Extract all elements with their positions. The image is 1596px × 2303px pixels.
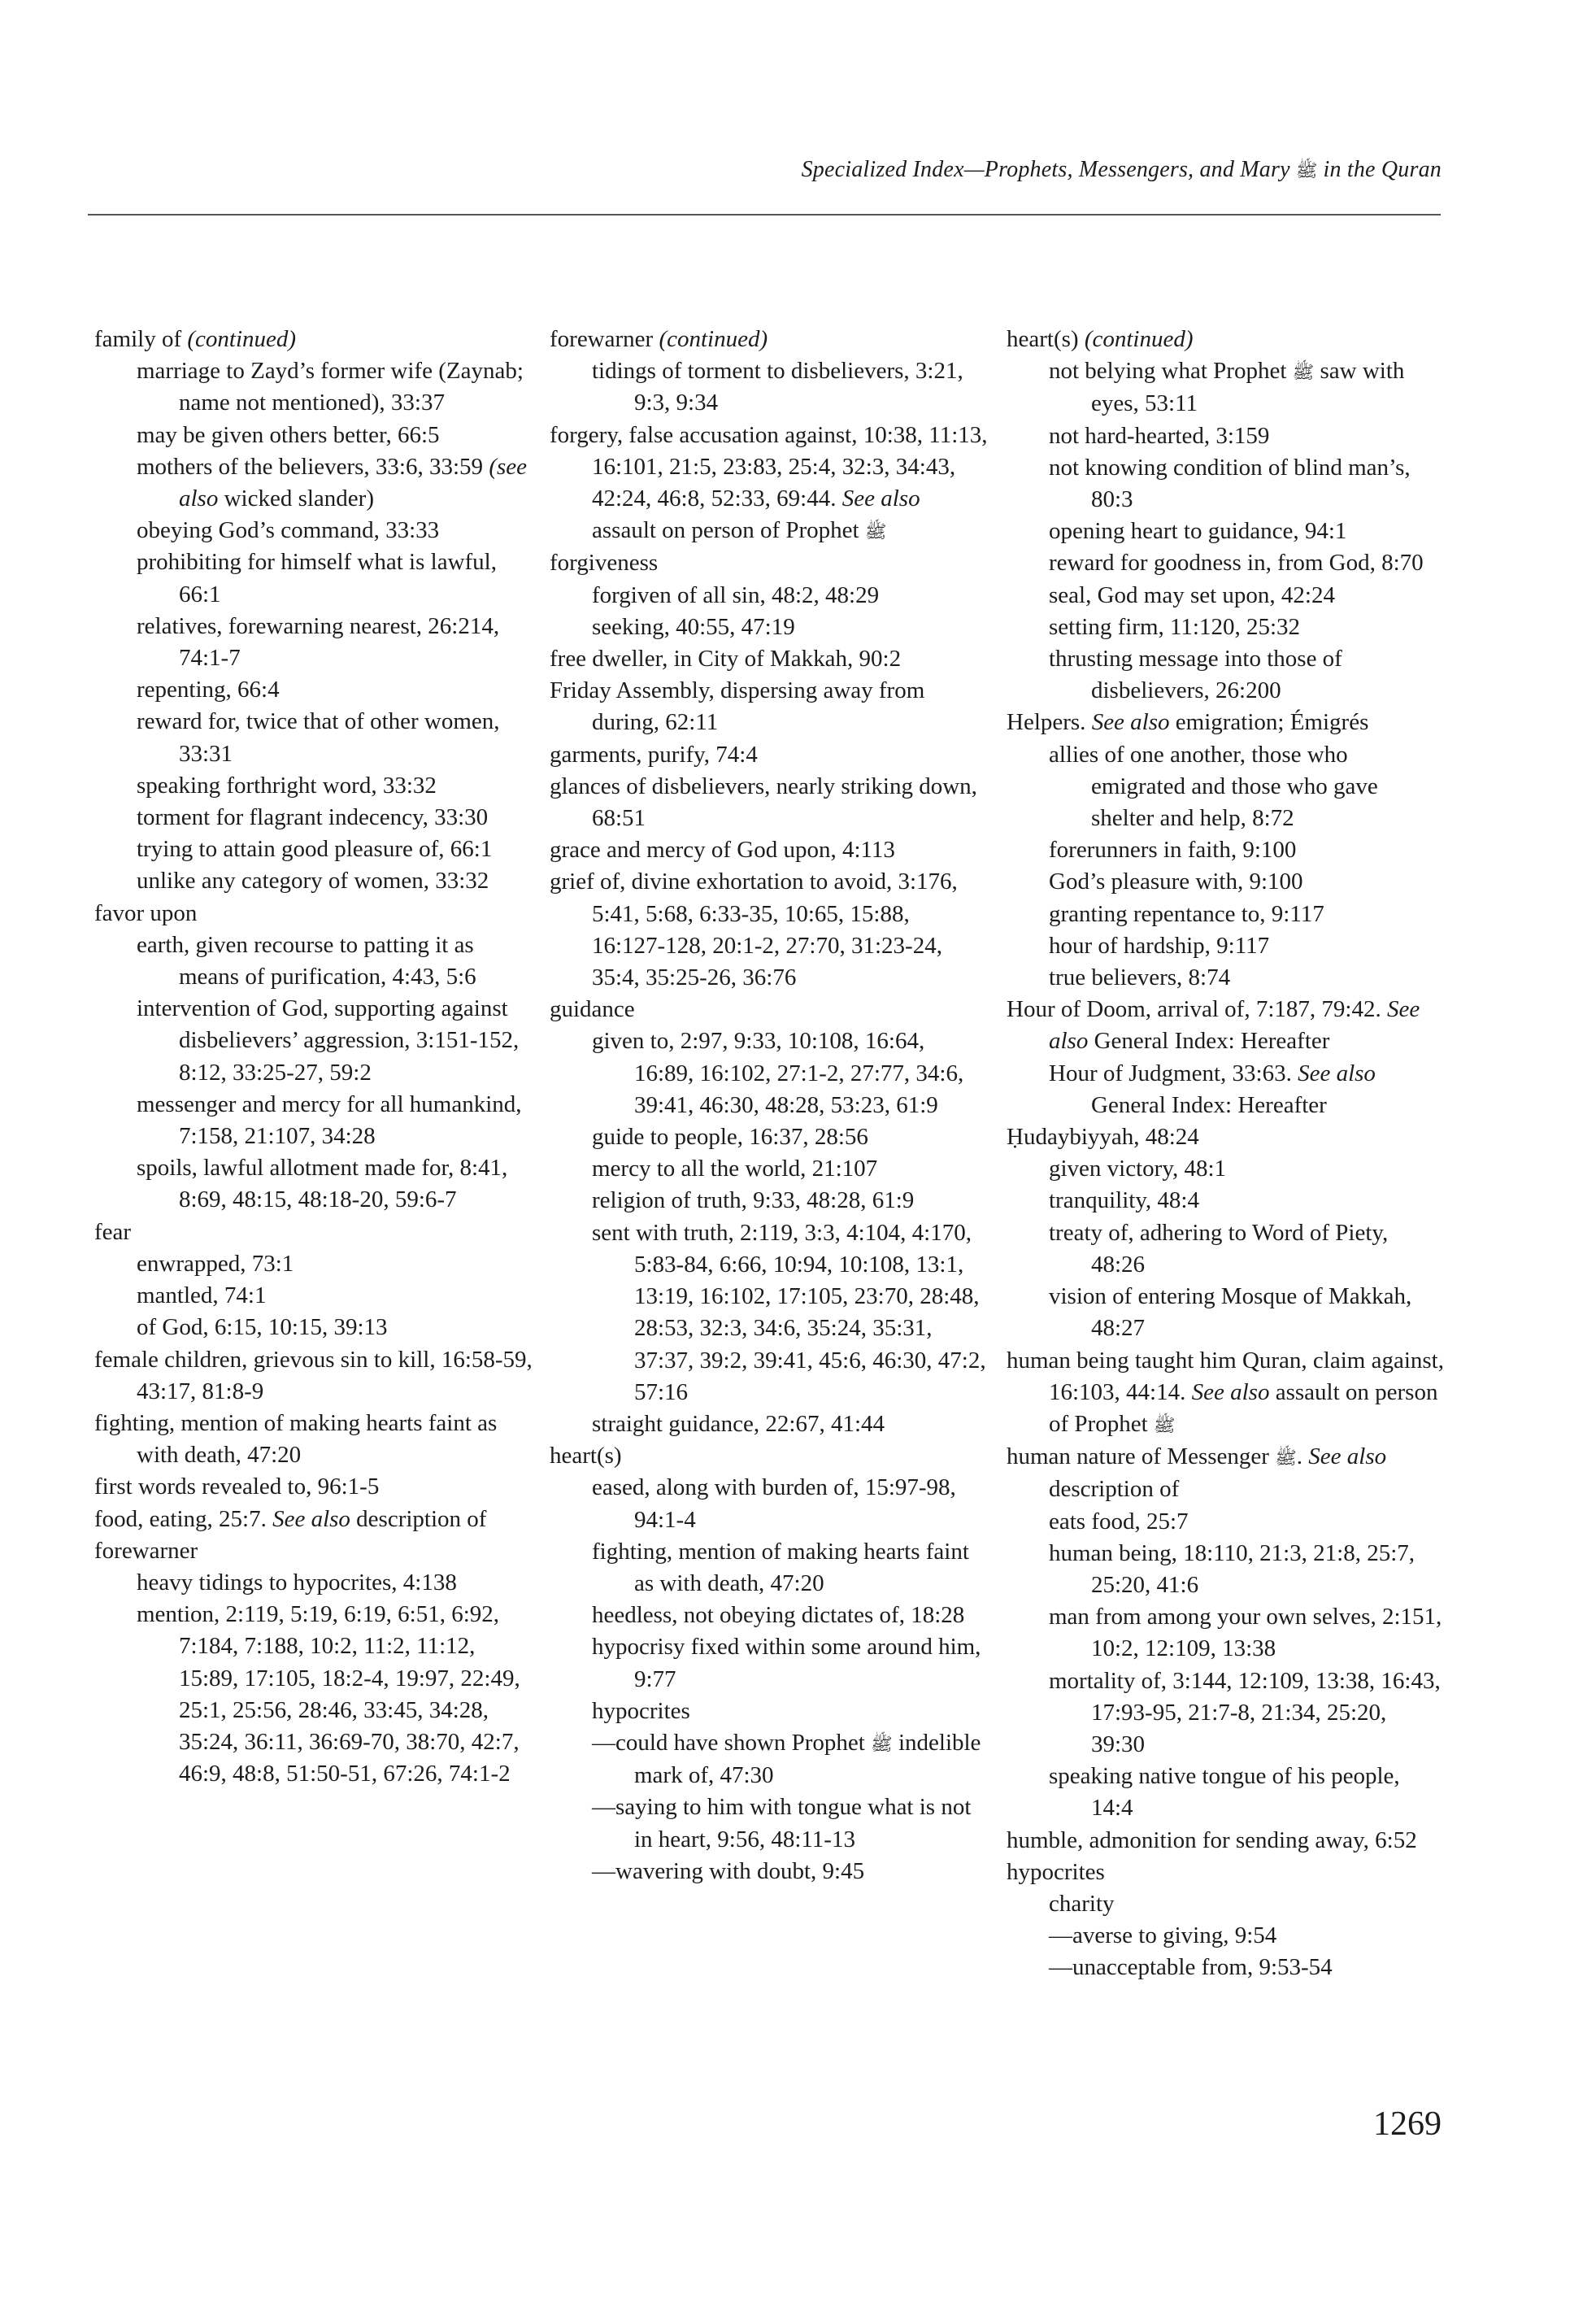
entry-text: enwrapped, 73:1 — [137, 1250, 294, 1277]
index-column-2 — [550, 324, 989, 1887]
index-subentry — [1049, 452, 1446, 516]
entry-text: emigration; Émigrés — [1169, 709, 1369, 736]
entry-text: mantled, 74:1 — [137, 1282, 267, 1309]
index-subentry — [1049, 547, 1446, 579]
honorific-glyph: ﷺ — [1275, 1448, 1297, 1469]
entry-text: eats food, 25:7 — [1049, 1508, 1189, 1535]
entry-text: mercy to all the world, 21:107 — [592, 1156, 878, 1182]
entry-text: Ḥudaybiyyah, 48:24 — [1007, 1124, 1199, 1151]
index-subentry — [592, 580, 989, 612]
entry-text: trying to attain good pleasure of, 66:1 — [137, 836, 493, 863]
index-subentry — [137, 993, 533, 1089]
index-entry — [94, 898, 533, 929]
entry-text: grief of, divine exhortation to avoid, 3:176, 5:41, 5:68, 6:33-35, 10:65, 15:88, 16:127-128, 20:1-2, 27:70, 31:23-24, 35:4, 35:25-26, 36:76 — [550, 869, 958, 991]
index-entry — [1007, 707, 1446, 738]
entry-text: speaking native tongue of his people, 14:4 — [1049, 1763, 1400, 1822]
index-subentry — [592, 355, 989, 419]
index-subentry — [137, 355, 533, 419]
index-entry — [550, 994, 989, 1025]
index-subentry — [1049, 355, 1446, 420]
index-subentry — [592, 1025, 989, 1121]
entry-text: allies of one another, those who emigrated and those who gave shelter and help, 8:72 — [1049, 741, 1378, 832]
entry-text: speaking forthright word, 33:32 — [137, 772, 437, 799]
entry-text: true believers, 8:74 — [1049, 964, 1231, 991]
index-subentry — [1049, 962, 1446, 994]
entry-text: given victory, 48:1 — [1049, 1156, 1226, 1182]
index-subentry — [1049, 930, 1446, 962]
italic-text: See also — [1298, 1060, 1376, 1086]
entry-text: saw with eyes, 53:11 — [1091, 358, 1405, 417]
entry-text: relatives, forewarning nearest, 26:214, 74:1-7 — [137, 612, 500, 672]
index-entry — [550, 643, 989, 675]
entry-text: free dweller, in City of Makkah, 90:2 — [550, 646, 902, 673]
entry-text: unlike any category of women, 33:32 — [137, 868, 489, 895]
index-subentry — [137, 420, 533, 451]
entry-text: charity — [1049, 1890, 1115, 1917]
entry-text: wicked slander) — [218, 485, 374, 512]
honorific-glyph: ﷺ — [864, 521, 887, 542]
index-subentry — [137, 802, 533, 834]
entry-text: not hard-hearted, 3:159 — [1049, 422, 1270, 449]
entry-text: mothers of the believers, 33:6, 33:59 — [137, 453, 489, 480]
entry-text: religion of truth, 9:33, 48:28, 61:9 — [592, 1187, 915, 1214]
index-subentry — [1049, 580, 1446, 612]
index-subentry — [1049, 1920, 1446, 1952]
entry-text: guidance — [550, 996, 635, 1023]
entry-text: —saying to him with tongue what is not in heart, 9:56, 48:11-13 — [592, 1794, 972, 1852]
index-entry — [550, 834, 989, 866]
index-entry — [94, 1344, 533, 1408]
entry-text: of God, 6:15, 10:15, 39:13 — [137, 1314, 388, 1341]
index-entry — [94, 1408, 533, 1471]
index-subentry — [1049, 834, 1446, 866]
entry-text: messenger and mercy for all humankind, 7:158, 21:107, 34:28 — [137, 1091, 522, 1150]
header-rule — [88, 214, 1441, 215]
entry-text: seeking, 40:55, 47:19 — [592, 613, 795, 640]
entry-text: human nature of Messenger — [1007, 1443, 1276, 1470]
honorific-glyph: ﷺ — [1153, 1414, 1176, 1435]
index-subentry — [592, 1856, 989, 1887]
entry-text: fighting, mention of making hearts faint as with death, 47:20 — [592, 1538, 969, 1596]
entry-text: first words revealed to, 96:1-5 — [94, 1474, 380, 1500]
index-entry — [550, 739, 989, 771]
italic-text: (see also — [179, 453, 527, 512]
running-head — [802, 157, 1442, 185]
index-subentry — [137, 515, 533, 546]
entry-text: —wavering with doubt, 9:45 — [592, 1857, 865, 1884]
italic-text: See also — [1308, 1443, 1387, 1470]
index-subentry — [1049, 866, 1446, 898]
entry-text: straight guidance, 22:67, 41:44 — [592, 1410, 885, 1437]
entry-text: heart(s) — [550, 1443, 622, 1469]
index-subentry — [137, 706, 533, 769]
entry-text: Hour of Judgment, 33:63. — [1049, 1060, 1298, 1086]
index-subentry — [137, 865, 533, 897]
index-entry — [1007, 1121, 1446, 1153]
index-subentry — [1049, 1506, 1446, 1538]
entry-text: eased, along with burden of, 15:97-98, 94:1-4 — [592, 1474, 956, 1533]
entry-text: glances of disbelievers, nearly striking down, 68:51 — [550, 773, 977, 832]
index-subentry — [1049, 643, 1446, 707]
entry-text: sent with truth, 2:119, 3:3, 4:104, 4:170, 5:83-84, 6:66, 10:94, 10:108, 13:1, 13:19, 16:102, 17:105, 23:70, 28:48, 28:53, 32:3, 34:6, 35:24, 35:31, 37:37, 39:2, 39:41, 45:6, 46:30, 47:2, 57:16 — [592, 1219, 986, 1405]
italic-text: See also — [1191, 1378, 1270, 1405]
entry-text: assault on person of Prophet — [592, 517, 865, 544]
index-subentry — [1049, 516, 1446, 547]
entry-text: opening heart to guidance, 94:1 — [1049, 518, 1347, 545]
entry-text: human being, 18:110, 21:3, 21:8, 25:7, 25:20, 41:6 — [1049, 1539, 1416, 1598]
entry-text: not knowing condition of blind man’s, 80:3 — [1049, 454, 1411, 513]
entry-text: fighting, mention of making hearts faint as with death, 47:20 — [94, 1409, 498, 1469]
entry-text: not belying what Prophet — [1049, 358, 1293, 385]
italic-text: See also — [1049, 996, 1420, 1055]
index-subentry — [592, 1791, 989, 1855]
index-subentry — [137, 546, 533, 610]
index-subentry — [1049, 1761, 1446, 1824]
entry-text: vision of entering Mosque of Makkah, 48:27 — [1049, 1283, 1412, 1342]
entry-text: hypocrites — [1007, 1858, 1105, 1885]
index-subentry — [137, 1280, 533, 1312]
entry-text: heavy tidings to hypocrites, 4:138 — [137, 1569, 457, 1596]
entry-text: prohibiting for himself what is lawful, 66:1 — [137, 549, 497, 607]
entry-text: seal, God may set upon, 42:24 — [1049, 581, 1335, 608]
entry-text: hypocrisy fixed within some around him, 9:77 — [592, 1634, 981, 1692]
index-subentry — [592, 1727, 989, 1791]
entry-text: —unacceptable from, 9:53-54 — [1049, 1954, 1333, 1981]
running-title: Specialized Index—Prophets, Messengers, and Mary — [801, 157, 1290, 182]
index-entry — [550, 420, 989, 548]
index-entry — [94, 1504, 533, 1535]
entry-text: favor upon — [94, 899, 198, 926]
index-subentry — [137, 611, 533, 674]
index-column-3 — [1007, 324, 1446, 1984]
index-subentry — [592, 1217, 989, 1408]
index-subentry — [1049, 1665, 1446, 1761]
entry-text: granting repentance to, 9:117 — [1049, 900, 1324, 927]
index-subentry — [1049, 1952, 1446, 1983]
italic-text: (continued) — [659, 326, 768, 352]
entry-text: description of — [1049, 1476, 1180, 1503]
index-entry — [1007, 1345, 1446, 1442]
index-subentry — [1049, 1538, 1446, 1601]
index-entry — [94, 1471, 533, 1503]
entry-text: tranquility, 48:4 — [1049, 1187, 1199, 1214]
index-entry — [550, 547, 989, 579]
entry-text: forgiveness — [550, 550, 659, 577]
entry-text: indelible mark of, 47:30 — [634, 1729, 981, 1789]
entry-text: God’s pleasure with, 9:100 — [1049, 869, 1303, 895]
entry-text: repenting, 66:4 — [137, 677, 280, 703]
index-subentry — [592, 1631, 989, 1695]
index-subentry — [1049, 899, 1446, 930]
entry-text: family of — [94, 326, 188, 352]
index-subentry — [1049, 1601, 1446, 1665]
index-entry — [550, 866, 989, 994]
entry-text: —averse to giving, 9:54 — [1049, 1922, 1277, 1949]
index-subentry — [137, 1248, 533, 1280]
entry-text: man from among your own selves, 2:151, 10:2, 12:109, 13:38 — [1049, 1604, 1442, 1662]
index-subentry — [592, 1121, 989, 1153]
entry-text: reward for, twice that of other women, 33:31 — [137, 708, 500, 767]
entry-text: —could have shown Prophet — [592, 1729, 872, 1756]
entry-text: . — [1296, 1443, 1309, 1470]
entry-text: human being taught him Quran, claim against, 16:103, 44:14. — [1007, 1347, 1444, 1405]
index-entry — [1007, 994, 1446, 1057]
entry-text: heart(s) — [1007, 326, 1085, 352]
running-title-suffix: in the Quran — [1323, 157, 1442, 182]
honorific-glyph: ﷺ — [1292, 362, 1315, 383]
entry-text: hypocrites — [592, 1697, 690, 1724]
index-entry — [1007, 1857, 1446, 1888]
entry-text: setting firm, 11:120, 25:32 — [1049, 613, 1301, 640]
entry-text: treaty of, adhering to Word of Piety, 48:26 — [1049, 1219, 1389, 1278]
italic-text: See also — [841, 485, 920, 512]
entry-text: marriage to Zayd’s former wife (Zaynab; name not mentioned), 33:37 — [137, 358, 524, 416]
index-subentry — [592, 1600, 989, 1631]
entry-text: forewarner — [94, 1537, 198, 1564]
index-entry — [1007, 1441, 1446, 1505]
index-subentry — [592, 1153, 989, 1185]
index-subentry — [1049, 1153, 1446, 1185]
entry-text: Friday Assembly, dispersing away from during, 62:11 — [550, 677, 925, 736]
entry-text: may be given others better, 66:5 — [137, 421, 440, 448]
entry-text: forgiven of all sin, 48:2, 48:29 — [592, 581, 880, 608]
index-subentry — [592, 1408, 989, 1440]
index-subentry — [1049, 1185, 1446, 1217]
index-subentry — [1049, 1281, 1446, 1344]
entry-text: forewarner — [550, 326, 659, 352]
index-subentry — [592, 1185, 989, 1217]
honorific-glyph: ﷺ — [871, 1733, 893, 1754]
italic-text: (continued) — [1084, 326, 1194, 352]
index-entry — [1007, 1825, 1446, 1857]
index-subentry — [137, 929, 533, 993]
entry-text: description of — [350, 1505, 487, 1532]
entry-text: earth, given recourse to patting it as means of purification, 4:43, 5:6 — [137, 931, 476, 990]
entry-text: obeying God’s command, 33:33 — [137, 517, 440, 544]
entry-text: mortality of, 3:144, 12:109, 13:38, 16:43, 17:93-95, 21:7-8, 21:34, 25:20, 39:30 — [1049, 1667, 1441, 1757]
entry-text: food, eating, 25:7. — [94, 1505, 273, 1532]
entry-text: fear — [94, 1218, 132, 1245]
entry-text: tidings of torment to disbelievers, 3:21, 9:3, 9:34 — [592, 358, 963, 416]
index-subentry — [137, 674, 533, 706]
index-subentry — [1049, 1058, 1446, 1121]
index-entry — [94, 1535, 533, 1567]
index-subentry — [1049, 1217, 1446, 1281]
index-subentry — [1049, 739, 1446, 835]
entry-text: forgery, false accusation against, 10:38, 11:13, 16:101, 21:5, 23:83, 25:4, 32:3, 34:43, 42:24, 46:8, 52:33, 69:44. — [550, 421, 988, 512]
index-subentry — [137, 1152, 533, 1216]
index-subentry — [137, 834, 533, 865]
index-entry — [1007, 324, 1446, 355]
italic-text: See also — [1091, 709, 1170, 736]
entry-text: guide to people, 16:37, 28:56 — [592, 1124, 868, 1151]
index-entry — [550, 771, 989, 834]
index-entry — [94, 324, 533, 355]
page-number: 1269 — [1373, 2105, 1442, 2143]
index-subentry — [592, 612, 989, 643]
italic-text: See also — [272, 1505, 350, 1532]
entry-text: female children, grievous sin to kill, 16:58-59, 43:17, 81:8-9 — [94, 1346, 533, 1404]
italic-text: (continued) — [187, 326, 297, 352]
index-subentry — [137, 1089, 533, 1152]
index-subentry — [137, 1312, 533, 1343]
entry-text: hour of hardship, 9:117 — [1049, 932, 1270, 959]
index-subentry — [1049, 420, 1446, 452]
entry-text: thrusting message into those of disbelievers, 26:200 — [1049, 646, 1342, 704]
honorific-glyph: ﷺ — [1295, 160, 1318, 181]
entry-text: assault on person of Prophet — [1049, 1378, 1438, 1437]
entry-text: humble, admonition for sending away, 6:52 — [1007, 1826, 1417, 1853]
index-subentry — [137, 1567, 533, 1599]
index-subentry — [1049, 1888, 1446, 1920]
entry-text: Hour of Doom, arrival of, 7:187, 79:42. — [1007, 996, 1387, 1023]
entry-text: given to, 2:97, 9:33, 10:108, 16:64, 16:89, 16:102, 27:1-2, 27:77, 34:6, 39:41, 46:30, 48:28, 53:23, 61:9 — [592, 1028, 964, 1118]
entry-text: General Index: Hereafter — [1088, 1028, 1330, 1055]
entry-text: heedless, not obeying dictates of, 18:28 — [592, 1602, 965, 1629]
entry-text: General Index: Hereafter — [1091, 1091, 1327, 1118]
entry-text: reward for goodness in, from God, 8:70 — [1049, 550, 1424, 577]
entry-text: forerunners in faith, 9:100 — [1049, 837, 1297, 864]
index-subentry — [592, 1472, 989, 1535]
entry-text: mention, 2:119, 5:19, 6:19, 6:51, 6:92, 7:184, 7:188, 10:2, 11:2, 11:12, 15:89, 17:105, 18:2-4, 19:97, 22:49, 25:1, 25:56, 28:46, 33:45, 34:28, 35:24, 36:11, 36:69-70, 38:70, 42:7, 46:9, 48:8, 51:50-51, 67:26, 74:1-2 — [137, 1601, 520, 1787]
entry-text: grace and mercy of God upon, 4:113 — [550, 837, 895, 864]
entry-text: garments, purify, 74:4 — [550, 741, 758, 768]
index-entry — [94, 1217, 533, 1248]
index-entry — [550, 1440, 989, 1472]
index-subentry — [592, 1696, 989, 1727]
index-entry — [550, 675, 989, 738]
index-subentry — [592, 1536, 989, 1600]
entry-text: Helpers. — [1007, 709, 1092, 736]
entry-text: spoils, lawful allotment made for, 8:41, 8:69, 48:15, 48:18-20, 59:6-7 — [137, 1155, 508, 1213]
index-subentry — [1049, 612, 1446, 643]
index-entry — [550, 324, 989, 355]
index-subentry — [137, 770, 533, 802]
entry-text: torment for flagrant indecency, 33:30 — [137, 804, 489, 831]
entry-text: intervention of God, supporting against disbelievers’ aggression, 3:151-152, 8:12, 33:25-27, 59:2 — [137, 995, 520, 1086]
index-subentry — [137, 451, 533, 515]
index-column-1 — [94, 324, 533, 1790]
index-subentry — [137, 1599, 533, 1790]
